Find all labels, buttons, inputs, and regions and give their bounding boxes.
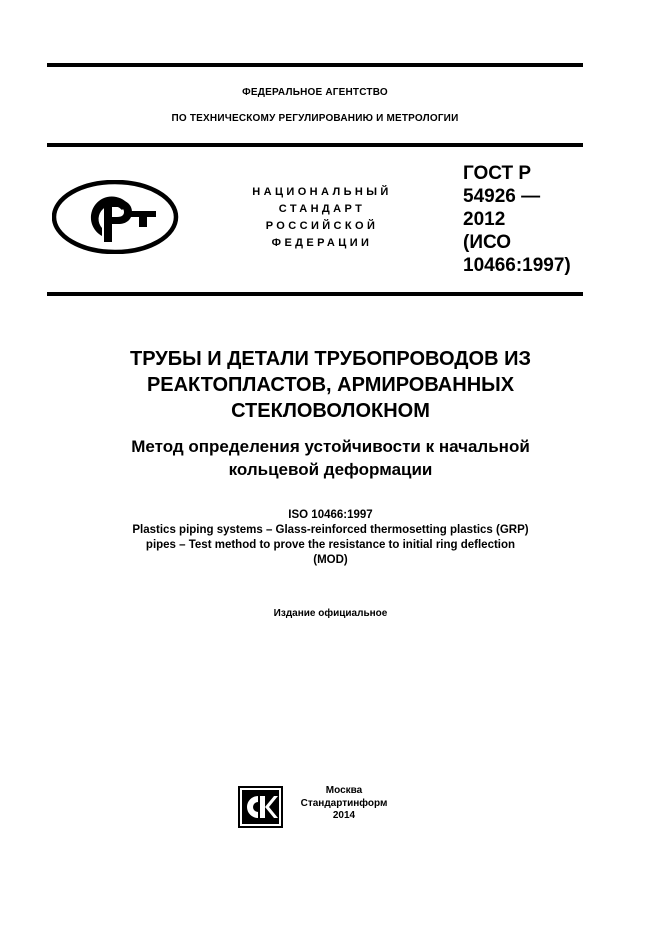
iso-line: pipes – Test method to prove the resistance to initial ring deflection (145, 539, 516, 551)
publisher-year: 2014 (332, 810, 356, 821)
edition-label: Издание официальное (273, 608, 388, 619)
document-subtitle (60, 435, 601, 481)
designation-line: 10466:1997) (463, 255, 571, 276)
iso-line: ISO 10466:1997 (288, 509, 373, 521)
iso-line: Plastics piping systems – Glass-reinforced thermosetting plastics (GRP) (132, 524, 529, 536)
publisher-name: Стандартинформ (300, 797, 388, 809)
national-line: РОССИЙСКОЙ (265, 220, 379, 232)
standard-block-rule (47, 292, 583, 296)
national-line: ФЕДЕРАЦИИ (271, 237, 373, 249)
designation-line: 2012 (463, 209, 506, 230)
iso-line: (MOD) (313, 554, 348, 566)
gost-r-logo-icon (52, 180, 180, 254)
subtitle-line: кольцевой деформации (228, 460, 433, 479)
publisher-city: Москва (325, 785, 363, 796)
title-line: РЕАКТОПЛАСТОВ, АРМИРОВАННЫХ (146, 374, 515, 396)
standartinform-logo-icon (238, 786, 283, 828)
standard-designation (463, 162, 593, 277)
agency-line-1: ФЕДЕРАЛЬНОЕ АГЕНТСТВО (242, 87, 388, 98)
title-line: ТРУБЫ И ДЕТАЛИ ТРУБОПРОВОДОВ ИЗ (130, 348, 531, 370)
header-rule (47, 143, 583, 147)
publisher-block (292, 785, 396, 823)
agency-line-2: ПО ТЕХНИЧЕСКОМУ РЕГУЛИРОВАНИЮ И МЕТРОЛОГИИ (171, 113, 459, 124)
national-line: НАЦИОНАЛЬНЫЙ (252, 186, 392, 198)
national-standard-label (232, 184, 412, 252)
top-rule (47, 63, 583, 67)
iso-reference (60, 508, 601, 568)
national-line: СТАНДАРТ (278, 203, 366, 215)
subtitle-line: Метод определения устойчивости к начальной (131, 437, 530, 456)
document-title (60, 346, 601, 424)
title-line: СТЕКЛОВОЛОКНОМ (231, 400, 430, 422)
designation-line: 54926 — (463, 186, 541, 207)
designation-line: (ИСО (463, 232, 512, 253)
designation-line: ГОСТ Р (463, 163, 532, 184)
